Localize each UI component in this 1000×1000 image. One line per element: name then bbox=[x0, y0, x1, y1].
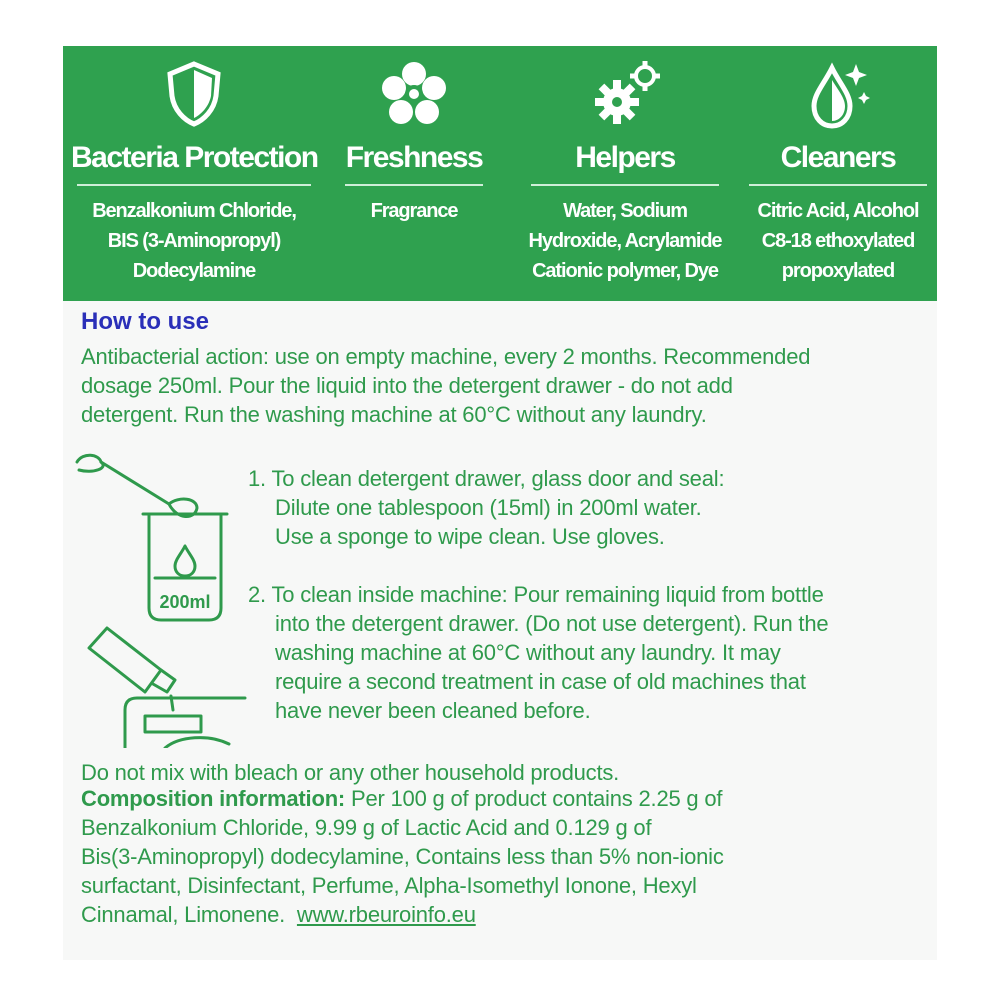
website-link[interactable]: www.rbeuroinfo.eu bbox=[296, 902, 476, 927]
text-line bbox=[81, 784, 724, 813]
text-span: Per 100 g of product contains 2.25 g of bbox=[345, 786, 723, 811]
gears-icon bbox=[585, 58, 665, 130]
text-line: Dilute one tablespoon (15ml) in 200ml water. bbox=[275, 495, 702, 520]
flower-icon bbox=[378, 58, 450, 130]
divider bbox=[77, 184, 311, 186]
column-line: propoxylated bbox=[781, 260, 895, 282]
column-line: Citric Acid, Alcohol bbox=[757, 200, 919, 222]
column-title: Freshness bbox=[345, 141, 483, 174]
shield-icon bbox=[158, 58, 230, 130]
text-line: Benzalkonium Chloride, 9.99 g of Lactic Acid and 0.129 g of bbox=[81, 815, 652, 840]
divider bbox=[749, 184, 927, 186]
column-line: Fragrance bbox=[370, 200, 458, 222]
column-title: Helpers bbox=[575, 141, 675, 174]
text-line: Bis(3-Aminopropyl) dodecylamine, Contains less than 5% non-ionic bbox=[81, 844, 724, 869]
text-line: washing machine at 60°C without any laundry. It may bbox=[275, 640, 781, 665]
column-bacteria-protection bbox=[71, 46, 317, 301]
text-line: require a second treatment in case of old machines that bbox=[275, 669, 806, 694]
column-line: Dodecylamine bbox=[132, 260, 256, 282]
text-span: Cinnamal, Limonene. bbox=[81, 902, 297, 927]
text-line bbox=[81, 900, 724, 929]
text-line: dosage 250ml. Pour the liquid into the detergent drawer - do not add bbox=[81, 373, 733, 398]
text-line: into the detergent drawer. (Do not use detergent). Run the bbox=[275, 611, 829, 636]
composition-info bbox=[81, 784, 724, 929]
column-body bbox=[525, 196, 725, 286]
composition-heading: Composition information: bbox=[81, 786, 346, 811]
text-line: 1. To clean detergent drawer, glass door and seal: bbox=[248, 466, 725, 491]
droplet-sparkle-icon bbox=[802, 58, 874, 130]
text-line: Antibacterial action: use on empty machine, every 2 months. Recommended bbox=[81, 344, 811, 369]
product-label bbox=[63, 46, 937, 960]
column-line: Water, Sodium bbox=[563, 200, 687, 222]
column-cleaners bbox=[743, 46, 933, 301]
how-to-use-heading: How to use bbox=[81, 308, 210, 335]
column-line: C8-18 ethoxylated bbox=[761, 230, 915, 252]
divider bbox=[531, 184, 719, 186]
column-body bbox=[71, 196, 317, 286]
ingredients-band bbox=[63, 46, 937, 301]
text-line: detergent. Run the washing machine at 60°C without any laundry. bbox=[81, 402, 707, 427]
text-line: 2. To clean inside machine: Pour remaining liquid from bottle bbox=[248, 582, 824, 607]
column-body bbox=[743, 196, 933, 286]
beaker-label: 200ml bbox=[159, 592, 211, 612]
column-helpers bbox=[525, 46, 725, 301]
warning-text: Do not mix with bleach or any other household products. bbox=[81, 760, 620, 785]
column-title: Bacteria Protection bbox=[71, 141, 318, 174]
step-1 bbox=[248, 464, 724, 551]
text-line: have never been cleaned before. bbox=[275, 698, 591, 723]
column-title: Cleaners bbox=[780, 141, 896, 174]
usage-illustration bbox=[69, 448, 249, 748]
column-body bbox=[339, 196, 489, 226]
column-line: Hydroxide, Acrylamide bbox=[528, 230, 722, 252]
column-line: BIS (3-Aminopropyl) bbox=[107, 230, 281, 252]
column-freshness bbox=[339, 46, 489, 301]
column-line: Benzalkonium Chloride, bbox=[92, 200, 296, 222]
step-2 bbox=[248, 580, 828, 725]
column-line: Cationic polymer, Dye bbox=[532, 260, 718, 282]
text-line: Use a sponge to wipe clean. Use gloves. bbox=[275, 524, 665, 549]
spoon-icon bbox=[77, 455, 169, 504]
divider bbox=[345, 184, 483, 186]
intro-text bbox=[81, 342, 810, 429]
text-line: surfactant, Disinfectant, Perfume, Alpha-Isomethyl Ionone, Hexyl bbox=[81, 873, 697, 898]
